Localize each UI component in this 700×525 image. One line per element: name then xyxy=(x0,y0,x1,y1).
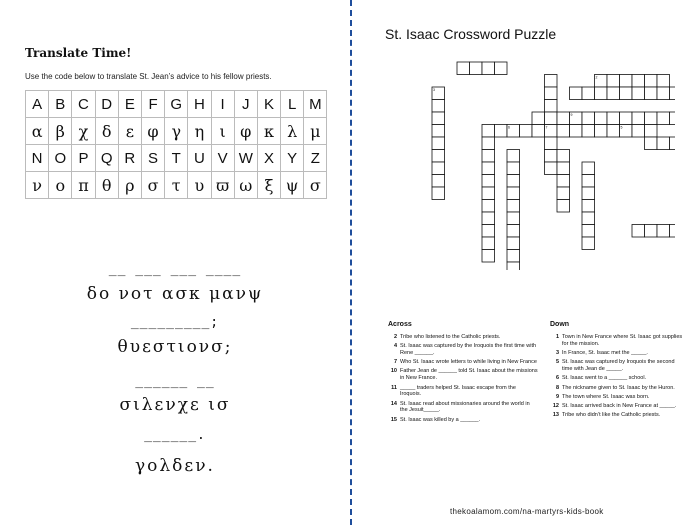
answer-blanks[interactable]: _________; xyxy=(130,315,220,330)
crossword-cell[interactable] xyxy=(432,100,445,113)
crossword-cell[interactable] xyxy=(582,162,595,175)
crossword-cell[interactable] xyxy=(557,187,570,200)
crossword-cell[interactable] xyxy=(607,112,620,125)
clue-number: 2 xyxy=(393,333,397,340)
crossword-cell[interactable] xyxy=(482,250,495,263)
across-clue xyxy=(388,359,538,366)
crossword-cell[interactable] xyxy=(632,112,645,125)
code-cell: R xyxy=(118,145,141,172)
code-cell: N xyxy=(26,145,49,172)
answer-blanks[interactable]: ______ __ xyxy=(135,374,215,389)
greek-code-row xyxy=(26,118,327,145)
crossword-cell[interactable] xyxy=(545,87,558,100)
footer-url: thekoalamom.com/na-martyrs-kids-book xyxy=(450,507,604,516)
crossword-cell[interactable] xyxy=(582,225,595,238)
crossword-cell[interactable] xyxy=(545,162,558,175)
clue-number: 10 xyxy=(390,368,397,375)
crossword-cell[interactable] xyxy=(507,162,520,175)
crossword-cell[interactable] xyxy=(582,212,595,225)
code-cell: Y xyxy=(281,145,304,172)
code-cell: H xyxy=(188,91,211,118)
code-cell: ψ xyxy=(281,172,304,199)
clue-text: The town where St. Isaac was born. xyxy=(562,393,650,400)
code-cell: O xyxy=(49,145,72,172)
clue-text: Father Jean de ______ told St. Isaac about the missions in New France. xyxy=(400,368,538,382)
across-clue xyxy=(388,368,538,382)
code-cell: S xyxy=(141,145,164,172)
code-cell: ι xyxy=(211,118,234,145)
code-cell: ρ xyxy=(118,172,141,199)
cell-number: 2 xyxy=(595,75,598,80)
crossword-cell[interactable] xyxy=(482,212,495,225)
code-table xyxy=(25,90,327,199)
across-clue xyxy=(388,401,538,415)
translate-instruction: Use the code below to translate St. Jean’s advice to his fellow priests. xyxy=(25,72,272,81)
greek-phrase: σιλενχε ισ xyxy=(119,395,231,415)
code-cell: U xyxy=(188,145,211,172)
code-cell: ο xyxy=(49,172,72,199)
crossword-cell[interactable] xyxy=(482,162,495,175)
down-heading: Down xyxy=(550,321,570,328)
cell-number: 6 xyxy=(508,125,510,130)
code-cell: υ xyxy=(188,172,211,199)
cell-number: 3 xyxy=(433,88,435,92)
clue-text: St. Isaac arrived back in New France at _____. xyxy=(562,403,677,410)
crossword-cell[interactable] xyxy=(545,137,558,150)
clue-text: Who St. Isaac wrote letters to while living in New France xyxy=(400,359,537,366)
crossword-cell[interactable] xyxy=(620,112,633,125)
code-cell: σ xyxy=(141,172,164,199)
crossword-cell[interactable] xyxy=(582,175,595,188)
clue-number: 7 xyxy=(393,359,397,366)
crossword-cell[interactable] xyxy=(570,87,583,100)
clue-text: St. Isaac read about missionaries around the world in the Jesuit_____. xyxy=(400,400,530,414)
crossword-cell[interactable] xyxy=(557,125,570,138)
crossword-cell[interactable] xyxy=(632,87,645,100)
crossword-cell[interactable] xyxy=(507,237,520,250)
code-cell: η xyxy=(188,118,211,145)
greek-phrase: γολδεν. xyxy=(135,456,215,476)
code-cell: L xyxy=(281,91,304,118)
code-cell: ξ xyxy=(257,172,280,199)
crossword-cell[interactable] xyxy=(495,125,508,138)
down-clues xyxy=(550,322,685,422)
code-cell: G xyxy=(165,91,188,118)
cell-number: 9 xyxy=(570,113,573,117)
crossword-cell[interactable] xyxy=(507,175,520,188)
across-clues xyxy=(388,322,538,426)
crossword-cell[interactable] xyxy=(482,137,495,150)
crossword-cell[interactable] xyxy=(632,225,645,238)
crossword-cell[interactable] xyxy=(582,112,595,125)
code-cell: τ xyxy=(165,172,188,199)
clue-number: 5 xyxy=(555,359,559,366)
code-cell: δ xyxy=(95,118,118,145)
crossword-cell[interactable] xyxy=(432,112,445,125)
clue-number: 3 xyxy=(555,349,559,356)
code-cell: K xyxy=(257,91,280,118)
greek-phrase: θυεστιονσ; xyxy=(117,337,233,357)
crossword-cell[interactable] xyxy=(545,150,558,163)
crossword-cell[interactable] xyxy=(645,225,658,238)
clue-text: Town in New France where St. Isaac got supplies for the mission. xyxy=(562,333,683,347)
clue-text: St. Isaac was captured by Iroquois the second time with Jean de _____. xyxy=(562,359,675,372)
code-cell: P xyxy=(72,145,95,172)
crossword-cell[interactable] xyxy=(645,87,658,100)
crossword-cell[interactable] xyxy=(657,75,670,88)
crossword-title: St. Isaac Crossword Puzzle xyxy=(385,26,557,42)
clue-number: 11 xyxy=(391,384,397,391)
crossword-cell[interactable] xyxy=(507,150,520,163)
code-cell: λ xyxy=(281,118,304,145)
code-cell: χ xyxy=(72,118,95,145)
clue-text: Tribe who listened to the Catholic priests. xyxy=(400,333,501,340)
across-clue xyxy=(388,385,538,399)
crossword-cell[interactable] xyxy=(645,75,658,88)
crossword-cell[interactable] xyxy=(670,112,676,125)
crossword-cell[interactable] xyxy=(595,112,608,125)
code-cell: D xyxy=(95,91,118,118)
clue-text: St. Isaac was captured by the Iroquois the first time with Rene ______. xyxy=(400,343,537,356)
latin-letter-row xyxy=(26,145,327,172)
clue-text: St. Isaac was killed by a ______. xyxy=(400,416,481,423)
clue-text: _____ traders helped St. Isaac escape from the Iroquois. xyxy=(400,384,516,398)
crossword-cell[interactable] xyxy=(432,150,445,163)
code-cell: θ xyxy=(95,172,118,199)
crossword-cell[interactable] xyxy=(545,100,558,113)
code-cell: ϖ xyxy=(211,172,234,199)
latin-letter-row xyxy=(26,91,327,118)
code-cell: γ xyxy=(165,118,188,145)
crossword-cell[interactable] xyxy=(532,112,545,125)
clue-text: In France, St. Isaac met the _____. xyxy=(562,349,648,356)
down-clue xyxy=(550,359,685,373)
crossword-cell[interactable] xyxy=(532,125,545,138)
crossword-cell[interactable] xyxy=(432,137,445,150)
crossword-cell[interactable] xyxy=(582,237,595,250)
greek-code-row xyxy=(26,172,327,199)
clue-number: 8 xyxy=(555,384,559,391)
answer-blanks[interactable]: __ ___ ___ ____ xyxy=(108,262,242,277)
clue-number: 14 xyxy=(390,400,397,407)
crossword-cell[interactable] xyxy=(432,175,445,188)
code-cell: A xyxy=(26,91,49,118)
code-cell: E xyxy=(118,91,141,118)
code-cell: π xyxy=(72,172,95,199)
crossword-cell[interactable] xyxy=(645,112,658,125)
crossword-cell[interactable] xyxy=(582,187,595,200)
code-cell: B xyxy=(49,91,72,118)
code-cell: J xyxy=(234,91,257,118)
code-cell: Z xyxy=(304,145,327,172)
down-clue xyxy=(550,403,685,410)
across-clue xyxy=(388,343,538,357)
clue-number: 1 xyxy=(555,333,559,340)
crossword-cell[interactable] xyxy=(457,62,470,75)
code-cell: F xyxy=(141,91,164,118)
crossword-cell[interactable] xyxy=(670,137,676,150)
crossword-cell[interactable] xyxy=(657,87,670,100)
page-divider xyxy=(350,0,352,525)
crossword-cell[interactable] xyxy=(557,162,570,175)
crossword-cell[interactable] xyxy=(470,62,483,75)
down-clue xyxy=(550,375,685,382)
crossword-cell[interactable] xyxy=(582,125,595,138)
code-cell: I xyxy=(211,91,234,118)
code-cell: ω xyxy=(234,172,257,199)
crossword-cell[interactable] xyxy=(557,150,570,163)
code-cell: W xyxy=(234,145,257,172)
crossword-cell[interactable] xyxy=(670,87,676,100)
code-cell: T xyxy=(165,145,188,172)
crossword-cell[interactable] xyxy=(482,125,495,138)
answer-blanks[interactable]: ______. xyxy=(144,428,206,443)
code-cell: ε xyxy=(118,118,141,145)
crossword-cell[interactable] xyxy=(657,137,670,150)
crossword-cell[interactable] xyxy=(507,187,520,200)
crossword-cell[interactable] xyxy=(482,225,495,238)
down-clue xyxy=(550,385,685,392)
code-cell: σ xyxy=(304,172,327,199)
crossword-cell[interactable] xyxy=(645,137,658,150)
crossword-cell[interactable] xyxy=(595,87,608,100)
crossword-cell[interactable] xyxy=(632,75,645,88)
crossword-grid[interactable] xyxy=(405,60,675,270)
across-clue xyxy=(388,417,538,424)
crossword-cell[interactable] xyxy=(495,62,508,75)
crossword-cell[interactable] xyxy=(557,200,570,213)
crossword-cell[interactable] xyxy=(645,125,658,138)
clue-number: 6 xyxy=(555,375,559,382)
down-clue xyxy=(550,350,685,357)
crossword-cell[interactable] xyxy=(607,125,620,138)
crossword-cell[interactable] xyxy=(557,112,570,125)
crossword-cell[interactable] xyxy=(520,125,533,138)
crossword-cell[interactable] xyxy=(507,250,520,263)
code-cell: Q xyxy=(95,145,118,172)
crossword-cell[interactable] xyxy=(582,200,595,213)
crossword-cell[interactable] xyxy=(657,112,670,125)
code-cell: V xyxy=(211,145,234,172)
crossword-cell[interactable] xyxy=(545,112,558,125)
clue-number: 9 xyxy=(555,393,559,400)
crossword-cell[interactable] xyxy=(595,125,608,138)
down-clue xyxy=(550,334,685,348)
crossword-cell[interactable] xyxy=(432,125,445,138)
clue-text: Tribe who didn’t like the Catholic priests. xyxy=(562,412,661,419)
translate-title: Translate Time! xyxy=(25,46,132,60)
code-cell: ν xyxy=(26,172,49,199)
code-cell: X xyxy=(257,145,280,172)
code-cell: α xyxy=(26,118,49,145)
crossword-cell[interactable] xyxy=(657,225,670,238)
cell-number: 7 xyxy=(545,125,548,130)
crossword-cell[interactable] xyxy=(670,225,676,238)
crossword-cell[interactable] xyxy=(482,200,495,213)
across-heading: Across xyxy=(388,321,412,328)
code-cell: C xyxy=(72,91,95,118)
crossword-cell[interactable] xyxy=(507,262,520,270)
code-cell: κ xyxy=(257,118,280,145)
crossword-cell[interactable] xyxy=(482,187,495,200)
crossword-cell[interactable] xyxy=(482,175,495,188)
code-cell: φ xyxy=(234,118,257,145)
crossword-cell[interactable] xyxy=(632,125,645,138)
clue-text: St. Isaac went to a ______ school. xyxy=(562,375,647,382)
crossword-cell[interactable] xyxy=(607,87,620,100)
crossword-cell[interactable] xyxy=(507,200,520,213)
crossword-cell[interactable] xyxy=(607,75,620,88)
crossword-cell[interactable] xyxy=(507,212,520,225)
crossword-cell[interactable] xyxy=(482,62,495,75)
code-cell: β xyxy=(49,118,72,145)
crossword-cell[interactable] xyxy=(507,225,520,238)
clue-text: The nickname given to St. Isaac by the Huron. xyxy=(562,384,675,391)
crossword-cell[interactable] xyxy=(545,75,558,88)
crossword-cell[interactable] xyxy=(582,87,595,100)
greek-phrase: δο νοτ ασκ μανψ xyxy=(86,284,264,304)
crossword-cell[interactable] xyxy=(557,175,570,188)
clue-number: 13 xyxy=(552,412,559,419)
crossword-cell[interactable] xyxy=(620,75,633,88)
crossword-cell[interactable] xyxy=(432,162,445,175)
crossword-cell[interactable] xyxy=(482,150,495,163)
crossword-cell[interactable] xyxy=(482,237,495,250)
cell-number: 5 xyxy=(620,125,623,130)
clue-number: 4 xyxy=(393,343,397,350)
crossword-cell[interactable] xyxy=(620,87,633,100)
code-cell: μ xyxy=(304,118,327,145)
code-cell: φ xyxy=(141,118,164,145)
code-cell: M xyxy=(304,91,327,118)
clue-number: 15 xyxy=(390,416,397,423)
clue-number: 12 xyxy=(552,403,559,410)
crossword-cell[interactable] xyxy=(570,125,583,138)
crossword-cell[interactable] xyxy=(432,187,445,200)
down-clue xyxy=(550,394,685,401)
down-clue xyxy=(550,412,685,419)
across-clue xyxy=(388,334,538,341)
